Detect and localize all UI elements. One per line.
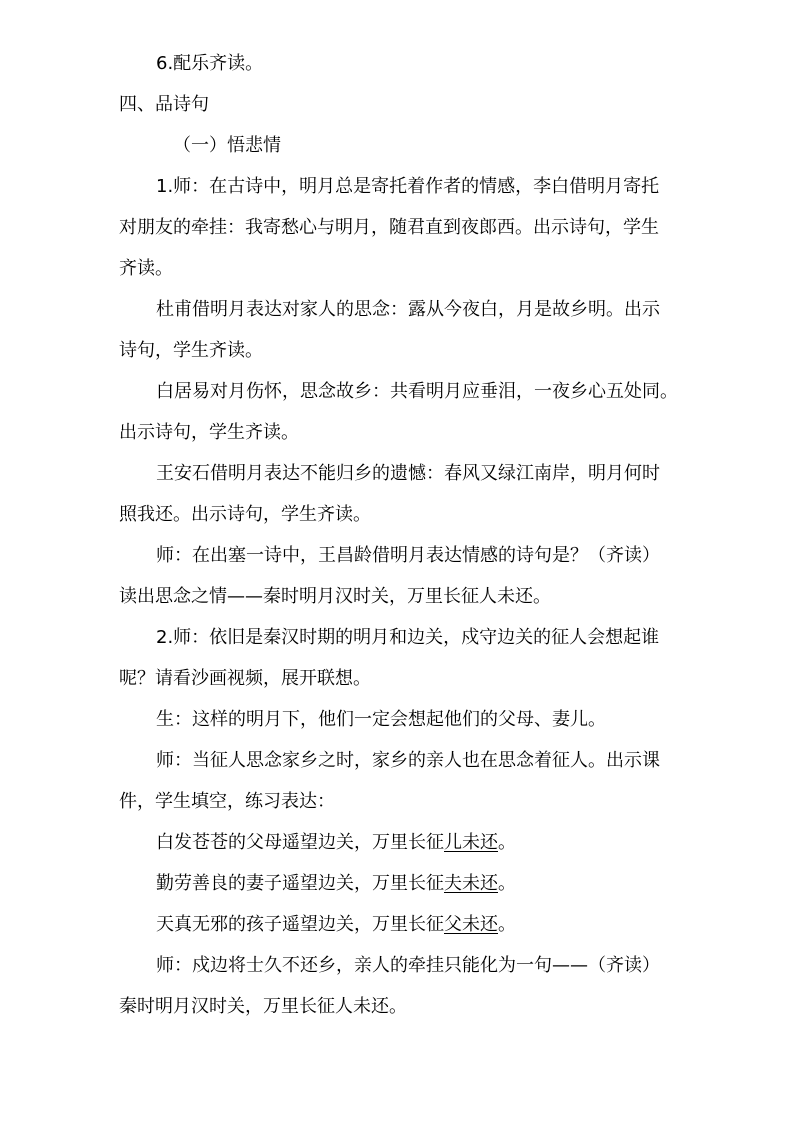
subsection-heading: （一）悟悲情: [173, 135, 281, 156]
paragraph-line: 生：这样的明月下，他们一定会想起他们的父母、妻儿。: [156, 709, 606, 730]
paragraph-line: 读出思念之情——秦时明月汉时关，万里长征人未还。: [119, 586, 551, 607]
paragraph-line: 诗句，学生齐读。: [119, 340, 263, 361]
paragraph-line: 呢？请看沙画视频，展开联想。: [119, 668, 371, 689]
paragraph-line: 师：当征人思念家乡之时，家乡的亲人也在思念着征人。出示课: [156, 750, 660, 771]
paragraph-line: 1.师：在古诗中，明月总是寄托着作者的情感，李白借明月寄托: [156, 176, 660, 197]
fill-blank-answer: 父未还: [444, 914, 498, 935]
fill-blank-answer: 夫未还: [444, 873, 498, 894]
fill-blank-suffix: 。: [498, 832, 516, 853]
paragraph-line: 6.配乐齐读。: [156, 53, 264, 74]
paragraph-line: 杜甫借明月表达对家人的思念：露从今夜白，月是故乡明。出示: [156, 299, 660, 320]
fill-blank-line: [119, 904, 679, 945]
fill-blank-prefix: 天真无邪的孩子遥望边关，万里长征: [156, 914, 444, 935]
document-body: [119, 43, 679, 1027]
fill-blank-line: [119, 822, 679, 863]
paragraph-line: 出示诗句，学生齐读。: [119, 422, 299, 443]
paragraph-line: 2.师：依旧是秦汉时期的明月和边关，戍守边关的征人会想起谁: [156, 627, 660, 648]
paragraph-line: 件，学生填空，练习表达：: [119, 791, 335, 812]
fill-blank-prefix: 勤劳善良的妻子遥望边关，万里长征: [156, 873, 444, 894]
paragraph-line: 王安石借明月表达不能归乡的遗憾：春风又绿江南岸，明月何时: [156, 463, 660, 484]
paragraph-line: 齐读。: [119, 258, 173, 279]
section-heading: 四、品诗句: [119, 94, 209, 115]
paragraph-line: 对朋友的牵挂：我寄愁心与明月，随君直到夜郎西。出示诗句，学生: [119, 217, 659, 238]
paragraph-line: 照我还。出示诗句，学生齐读。: [119, 504, 371, 525]
fill-blank-prefix: 白发苍苍的父母遥望边关，万里长征: [156, 832, 444, 853]
fill-blank-suffix: 。: [498, 914, 516, 935]
fill-blank-answer: 儿未还: [444, 832, 498, 853]
paragraph-line: 师：戍边将士久不还乡，亲人的牵挂只能化为一句——（齐读）: [156, 955, 660, 976]
fill-blank-line: [119, 863, 679, 904]
paragraph-line: 白居易对月伤怀，思念故乡：共看明月应垂泪，一夜乡心五处同。: [156, 381, 678, 402]
fill-blank-suffix: 。: [498, 873, 516, 894]
paragraph-line: 师：在出塞一诗中，王昌龄借明月表达情感的诗句是？（齐读）: [156, 545, 660, 566]
paragraph-line: 秦时明月汉时关，万里长征人未还。: [119, 996, 407, 1017]
